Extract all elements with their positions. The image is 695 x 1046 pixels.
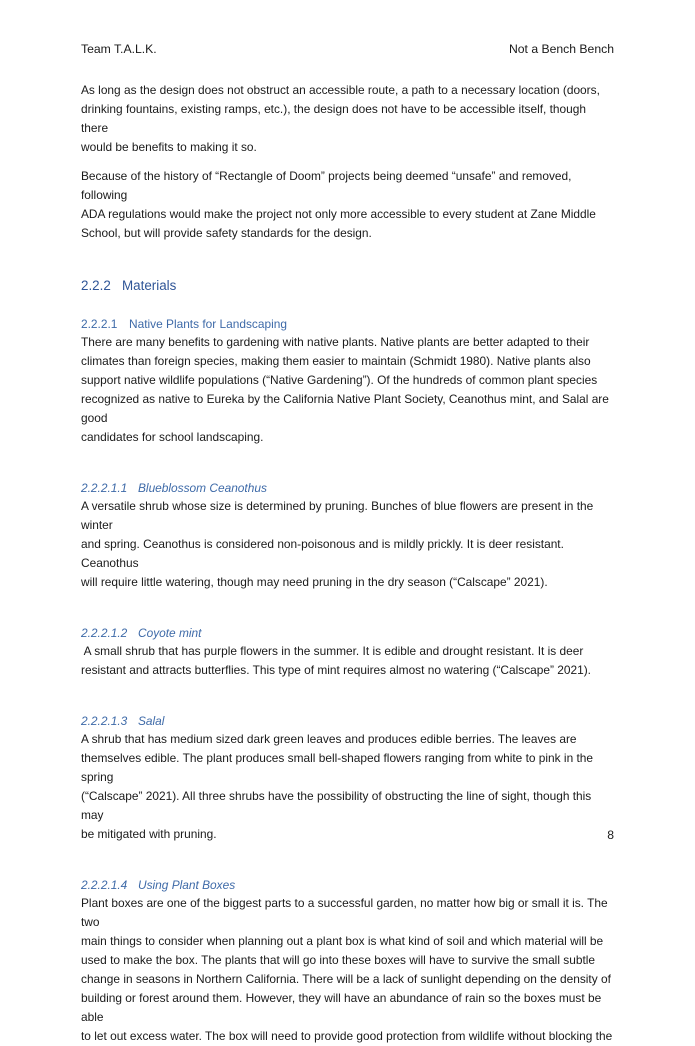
heading-native-plants [81,315,614,333]
text-line: drinking fountains, existing ramps, etc.), the design does not have to be accessible itself, though there [81,102,586,135]
header-project-title: Not a Bench Bench [508,42,614,56]
text-line: candidates for school landscaping. [81,430,264,444]
text-line: ADA regulations would make the project not only more accessible to every student at Zane Middle [81,207,596,221]
heading-number: 2.2.2 [81,278,111,293]
heading-blueblossom-ceanothus [81,479,614,497]
text-line: would be benefits to making it so. [81,140,257,154]
text-line: support native wildlife populations (“Native Gardening”). Of the hundreds of common plant species [81,373,598,387]
text-line: change in seasons in Northern California. There will be a lack of sunlight depending on the density of [81,972,611,986]
text-line: A small shrub that has purple flowers in the summer. It is edible and drought resistant. It is deer [81,644,584,658]
text-line: climates than foreign species, making them easier to maintain (Schmidt 1980). Native plants also [81,354,591,368]
text-line: (“Calscape” 2021). All three shrubs have the possibility of obstructing the line of sight, though this may [81,789,592,822]
text-line: A versatile shrub whose size is determined by pruning. Bunches of blue flowers are present in the winter [81,499,594,532]
text-line: building or forest around them. However, they will have an abundance of rain so the boxes must be able [81,991,602,1024]
heading-coyote-mint [81,624,614,642]
text-line: to let out excess water. The box will need to provide good protection from wildlife without blocking the [81,1029,613,1043]
heading-title: Coyote mint [138,626,202,640]
heading-using-plant-boxes [81,876,614,894]
heading-title: Salal [138,714,165,728]
text-line: and spring. Ceanothus is considered non-poisonous and is mildly prickly. It is deer resistant. Ceanothus [81,537,564,570]
text-line: used to make the box. The plants that will go into these boxes will have to survive the small subtle [81,953,595,967]
paragraph-accessibility-route [81,81,614,157]
page-content [81,81,614,1046]
paragraph-native-plants [81,333,614,447]
heading-number: 2.2.2.1 [81,317,118,331]
text-line: School, but will provide safety standards for the design. [81,226,372,240]
text-line: main things to consider when planning out a plant box is what kind of soil and which material will be [81,934,604,948]
page-header [81,42,614,60]
text-line: As long as the design does not obstruct an accessible route, a path to a necessary location (doors, [81,83,600,97]
heading-number: 2.2.2.1.2 [81,626,128,640]
heading-number: 2.2.2.1.4 [81,878,128,892]
text-line: Plant boxes are one of the biggest parts to a successful garden, no matter how big or small it is. The two [81,896,608,929]
header-team-name: Team T.A.L.K. [81,42,157,56]
heading-title: Materials [122,278,177,293]
text-line: themselves edible. The plant produces small bell-shaped flowers ranging from white to pink in the spring [81,751,594,784]
paragraph-ceanothus [81,497,614,592]
paragraph-plant-boxes [81,894,614,1046]
heading-materials [81,277,614,295]
heading-number: 2.2.2.1.3 [81,714,128,728]
text-line: Because of the history of “Rectangle of Doom” projects being deemed “unsafe” and removed, following [81,169,572,202]
text-line: resistant and attracts butterflies. This type of mint requires almost no watering (“Calscape” 2021). [81,663,591,677]
heading-title: Native Plants for Landscaping [129,317,287,331]
text-line: A shrub that has medium sized dark green leaves and produces edible berries. The leaves are [81,732,577,746]
text-line: be mitigated with pruning. [81,827,217,841]
heading-title: Blueblossom Ceanothus [138,481,267,495]
text-line: There are many benefits to gardening with native plants. Native plants are better adapted to their [81,335,590,349]
paragraph-salal [81,730,614,844]
text-line: will require little watering, though may need pruning in the dry season (“Calscape” 2021). [81,575,548,589]
paragraph-ada-safety [81,167,614,243]
page-number: 8 [607,828,614,842]
paragraph-coyote-mint [81,642,614,680]
heading-title: Using Plant Boxes [138,878,236,892]
text-line: recognized as native to Eureka by the California Native Plant Society, Ceanothus mint, and Salal are good [81,392,609,425]
heading-number: 2.2.2.1.1 [81,481,128,495]
heading-salal [81,712,614,730]
